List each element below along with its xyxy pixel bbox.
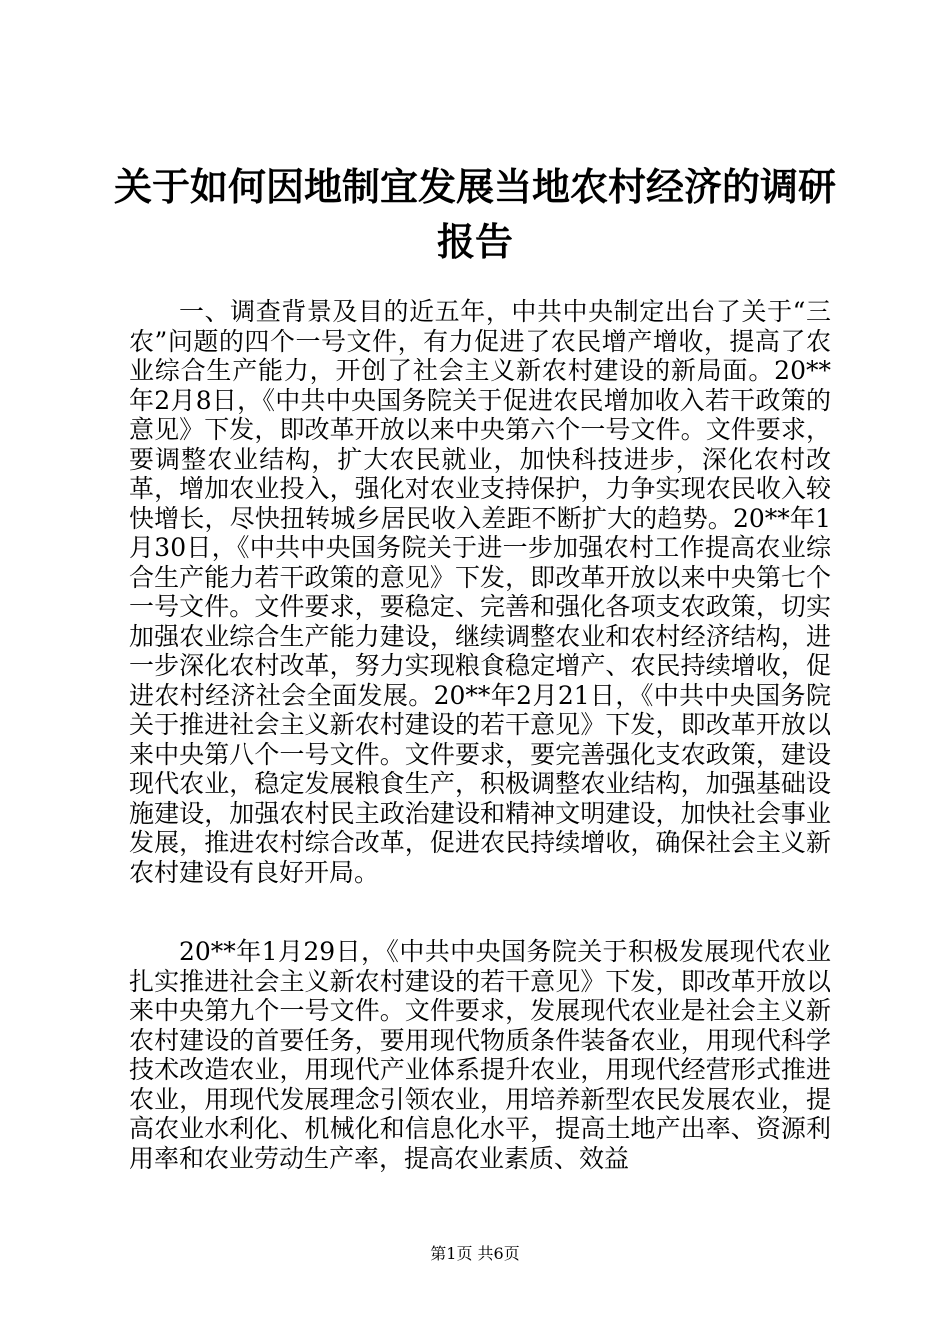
document-title: 关于如何因地制宜发展当地农村经济的调研报告 xyxy=(113,165,836,264)
page-footer: 第1页 共6页 xyxy=(430,1244,520,1263)
paragraph-1: 一、调查背景及目的近五年，中共中央制定出台了关于“三农”问题的四个一号文件，有力促进了农民增产增收，提高了农业综合生产能力，开创了社会主义新农村建设的新局面。20**年2月8日，《中共中央国务院关于促进农民增加收入若干政策的意见》下发，即改革开放以来中央第六个一号文件。文件要求，要调整农业结构，扩大农民就业，加快科技进步，深化农村改革，增加农业投入，强化对农业支持保护，力争实现农民收入较快增长，尽快扭转城乡居民收入差距不断扩大的趋势。20**年1月30日，《中共中央国务院关于进一步加强农村工作提高农业综合生产能力若干政策的意见》下发，即改革开放以来中央第七个一号文件。文件要求，要稳定、完善和强化各项支农政策，切实加强农业综合生产能力建设，继续调整农业和农村经济结构，进一步深化农村改革，努力实现粮食稳定增产、农民持续增收，促进农村经济社会全面发展。20**年2月21日，《中共中央国务院关于推进社会主义新农村建设的若干意见》下发，即改革开放以来中央第八个一号文件。文件要求，要完善强化支农政策，建设现代农业，稳定发展粮食生产，积极调整农业结构，加强基础设施建设，加强农村民主政治建设和精神文明建设，加快社会事业发展，推进农村综合改革，促进农民持续增收，确保社会主义新农村建设有良好开局。 xyxy=(129,297,831,887)
paragraph-2: 20**年1月29日，《中共中央国务院关于积极发展现代农业扎实推进社会主义新农村建设的若干意见》下发，即改革开放以来中央第九个一号文件。文件要求，发展现代农业是社会主义新农村建设的首要任务，要用现代物质条件装备农业，用现代科学技术改造农业，用现代产业体系提升农业，用现代经营形式推进农业，用现代发展理念引领农业，用培养新型农民发展农业，提高农业水利化、机械化和信息化水平，提高土地产出率、资源利用率和农业劳动生产率，提高农业素质、效益 xyxy=(129,937,831,1173)
